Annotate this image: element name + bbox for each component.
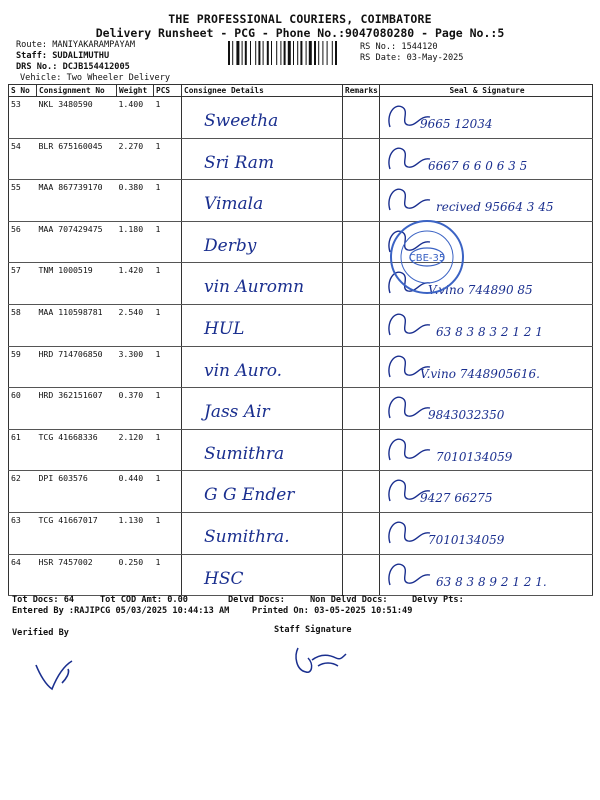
entered-by: Entered By :RAJIPCG 05/03/2025 10:44:13 AM: [12, 606, 230, 616]
col-sno: S No: [9, 85, 37, 97]
handwritten-phone: 9427 66275: [420, 491, 493, 506]
handwritten-name: vin Auro.: [204, 360, 283, 381]
handwritten-name: HSC: [204, 568, 244, 589]
weight-value: 2.270: [117, 138, 154, 180]
barcode-bar: [267, 41, 269, 65]
staff-signature: [292, 640, 352, 680]
serial-number: 53: [9, 97, 37, 139]
pcs-value: 1: [154, 346, 182, 388]
handwritten-phone: V.vino 744890 85: [428, 283, 533, 298]
serial-number: 55: [9, 180, 37, 222]
consignment-number: MAA 110598781: [37, 304, 117, 346]
handwritten-name: Sri Ram: [204, 152, 275, 173]
runsheet-table: [8, 84, 593, 596]
barcode: [228, 41, 346, 65]
consignment-number: NKL 3480590: [37, 97, 117, 139]
barcode-bar: [232, 41, 233, 65]
weight-value: 1.420: [117, 263, 154, 305]
delivery-stamp: [388, 218, 466, 296]
remarks-cell: [343, 388, 380, 430]
handwritten-name: Sumithra: [204, 443, 285, 464]
pcs-value: 1: [154, 471, 182, 513]
seal-signature: [380, 97, 593, 139]
remarks-cell: [343, 180, 380, 222]
handwritten-name: vin Auromn: [204, 277, 305, 298]
consignment-number: MAA 867739170: [37, 180, 117, 222]
runsheet-subtitle: Delivery Runsheet - PCG - Phone No.:9047080280 - Page No.:5: [95, 26, 505, 40]
consignment-number: TCG 41667017: [37, 512, 117, 554]
col-consignment: Consignment No: [37, 85, 117, 97]
col-consignee: Consignee Details: [182, 85, 343, 97]
consignee-details: [182, 304, 343, 346]
verifier-signature: [32, 655, 82, 697]
drs-number: DRS No.: DCJB154412005: [16, 62, 130, 72]
non-delivered-docs: Non Delvd Docs:: [310, 595, 388, 605]
serial-number: 59: [9, 346, 37, 388]
barcode-bar: [276, 41, 277, 65]
table-row: [9, 221, 593, 263]
handwritten-name: Jass Air: [204, 402, 270, 423]
rs-number: RS No.: 1544120: [360, 42, 438, 52]
seal-signature: [380, 346, 593, 388]
consignment-number: HRD 714706850: [37, 346, 117, 388]
total-cod-amount: Tot COD Amt: 0.00: [100, 595, 188, 605]
seal-signature: [380, 429, 593, 471]
weight-value: 0.250: [117, 554, 154, 596]
remarks-cell: [343, 221, 380, 263]
serial-number: 64: [9, 554, 37, 596]
pcs-value: 1: [154, 429, 182, 471]
weight-value: 1.180: [117, 221, 154, 263]
barcode-bar: [263, 41, 264, 65]
consignee-details: [182, 138, 343, 180]
consignee-details: [182, 263, 343, 305]
pcs-value: 1: [154, 263, 182, 305]
consignment-number: TNM 1000519: [37, 263, 117, 305]
barcode-bar: [297, 41, 298, 65]
weight-value: 1.400: [117, 97, 154, 139]
rs-date: RS Date: 03-May-2025: [360, 53, 464, 63]
pcs-value: 1: [154, 180, 182, 222]
scribble-signature-icon: [380, 430, 440, 470]
barcode-bar: [288, 41, 291, 65]
weight-value: 2.120: [117, 429, 154, 471]
consignment-number: MAA 707429475: [37, 221, 117, 263]
serial-number: 58: [9, 304, 37, 346]
staff-signature-label: Staff Signature: [274, 625, 352, 635]
seal-signature: [380, 180, 593, 222]
stamp-text: CBE-35: [408, 253, 446, 264]
seal-signature: [380, 512, 593, 554]
handwritten-name: Derby: [204, 235, 257, 256]
col-weight: Weight: [117, 85, 154, 97]
handwritten-name: HUL: [204, 318, 245, 339]
barcode-bar: [332, 41, 333, 65]
table-row: [9, 263, 593, 305]
handwritten-phone: 63 8 3 8 3 2 1 2 1: [436, 324, 543, 339]
handwritten-phone: 7010134059: [428, 532, 505, 547]
weight-value: 0.370: [117, 388, 154, 430]
consignee-details: [182, 97, 343, 139]
remarks-cell: [343, 554, 380, 596]
table-row: [9, 554, 593, 596]
handwritten-phone: 7010134059: [436, 449, 513, 464]
serial-number: 54: [9, 138, 37, 180]
barcode-bar: [293, 41, 294, 65]
barcode-bar: [258, 41, 260, 65]
consignee-details: [182, 346, 343, 388]
pcs-value: 1: [154, 221, 182, 263]
handwritten-name: Vimala: [204, 194, 264, 215]
serial-number: 56: [9, 221, 37, 263]
consignee-details: [182, 471, 343, 513]
col-pcs: PCS: [154, 85, 182, 97]
remarks-cell: [343, 512, 380, 554]
weight-value: 0.440: [117, 471, 154, 513]
barcode-bar: [327, 41, 328, 65]
barcode-bar: [309, 41, 312, 65]
consignment-number: HSR 7457002: [37, 554, 117, 596]
barcode-bar: [306, 41, 307, 65]
consignee-details: [182, 221, 343, 263]
col-remarks: Remarks: [343, 85, 380, 97]
handwritten-phone: recived 95664 3 45: [436, 200, 554, 215]
seal-signature: [380, 388, 593, 430]
table-row: [9, 388, 593, 430]
pcs-value: 1: [154, 138, 182, 180]
table-row: [9, 471, 593, 513]
barcode-bar: [242, 41, 243, 65]
scribble-signature-icon: [380, 180, 440, 220]
table-row: [9, 429, 593, 471]
handwritten-name: Sumithra.: [204, 526, 290, 547]
staff-label: Staff: SUDALIMUTHU: [16, 51, 110, 61]
barcode-bar: [318, 41, 319, 65]
seal-signature: [380, 471, 593, 513]
consignee-details: [182, 388, 343, 430]
seal-signature: [380, 138, 593, 180]
table-row: [9, 97, 593, 139]
serial-number: 61: [9, 429, 37, 471]
pcs-value: 1: [154, 304, 182, 346]
consignment-number: TCG 41668336: [37, 429, 117, 471]
handwritten-name: G G Ender: [204, 485, 295, 506]
verified-by-label: Verified By: [12, 628, 69, 638]
col-seal: Seal & Signature: [380, 85, 593, 97]
consignee-details: [182, 554, 343, 596]
barcode-bar: [271, 41, 272, 65]
serial-number: 62: [9, 471, 37, 513]
seal-signature: [380, 554, 593, 596]
table-row: [9, 346, 593, 388]
pcs-value: 1: [154, 97, 182, 139]
barcode-bar: [280, 41, 281, 65]
pcs-value: 1: [154, 512, 182, 554]
weight-value: 3.300: [117, 346, 154, 388]
vehicle-label: Vehicle: Two Wheeler Delivery: [20, 73, 171, 83]
remarks-cell: [343, 97, 380, 139]
remarks-cell: [343, 429, 380, 471]
delivery-points: Delvy Pts:: [412, 595, 464, 605]
barcode-bar: [284, 41, 286, 65]
table-row: [9, 304, 593, 346]
consignee-details: [182, 429, 343, 471]
consignment-number: DPI 603576: [37, 471, 117, 513]
handwritten-phone: 9843032350: [428, 408, 505, 423]
handwritten-phone: V.vino 7448905616.: [420, 366, 540, 381]
printed-on: Printed On: 03-05-2025 10:51:49: [252, 606, 413, 616]
remarks-cell: [343, 263, 380, 305]
remarks-cell: [343, 304, 380, 346]
scribble-signature-icon: [380, 305, 440, 345]
weight-value: 1.130: [117, 512, 154, 554]
table-header-row: [9, 85, 593, 97]
handwritten-phone: 6667 6 6 0 6 3 5: [428, 158, 528, 173]
consignment-number: HRD 362151607: [37, 388, 117, 430]
remarks-cell: [343, 346, 380, 388]
barcode-bar: [300, 41, 302, 65]
barcode-bar: [335, 41, 337, 65]
pcs-value: 1: [154, 554, 182, 596]
route-label: Route: MANIYAKARAMPAYAM: [16, 40, 135, 50]
consignee-details: [182, 512, 343, 554]
pcs-value: 1: [154, 388, 182, 430]
handwritten-name: Sweetha: [204, 111, 279, 131]
company-title: THE PROFESSIONAL COURIERS, COIMBATORE: [168, 12, 432, 26]
consignment-number: BLR 675160045: [37, 138, 117, 180]
barcode-bar: [228, 41, 230, 65]
handwritten-phone: 9665 12034: [420, 117, 493, 131]
table-row: [9, 138, 593, 180]
weight-value: 0.380: [117, 180, 154, 222]
seal-signature: [380, 304, 593, 346]
serial-number: 63: [9, 512, 37, 554]
serial-number: 60: [9, 388, 37, 430]
scribble-signature-icon: [380, 555, 440, 595]
barcode-bar: [250, 41, 251, 65]
barcode-bar: [245, 41, 247, 65]
remarks-cell: [343, 471, 380, 513]
remarks-cell: [343, 138, 380, 180]
barcode-bar: [322, 41, 323, 65]
table-row: [9, 180, 593, 222]
delivered-docs: Delvd Docs:: [228, 595, 285, 605]
table-row: [9, 512, 593, 554]
weight-value: 2.540: [117, 304, 154, 346]
serial-number: 57: [9, 263, 37, 305]
barcode-bar: [236, 41, 239, 65]
handwritten-phone: 63 8 3 8 9 2 1 2 1.: [436, 574, 547, 589]
total-docs: Tot Docs: 64: [12, 595, 75, 605]
barcode-bar: [314, 41, 316, 65]
consignee-details: [182, 180, 343, 222]
barcode-bar: [255, 41, 256, 65]
